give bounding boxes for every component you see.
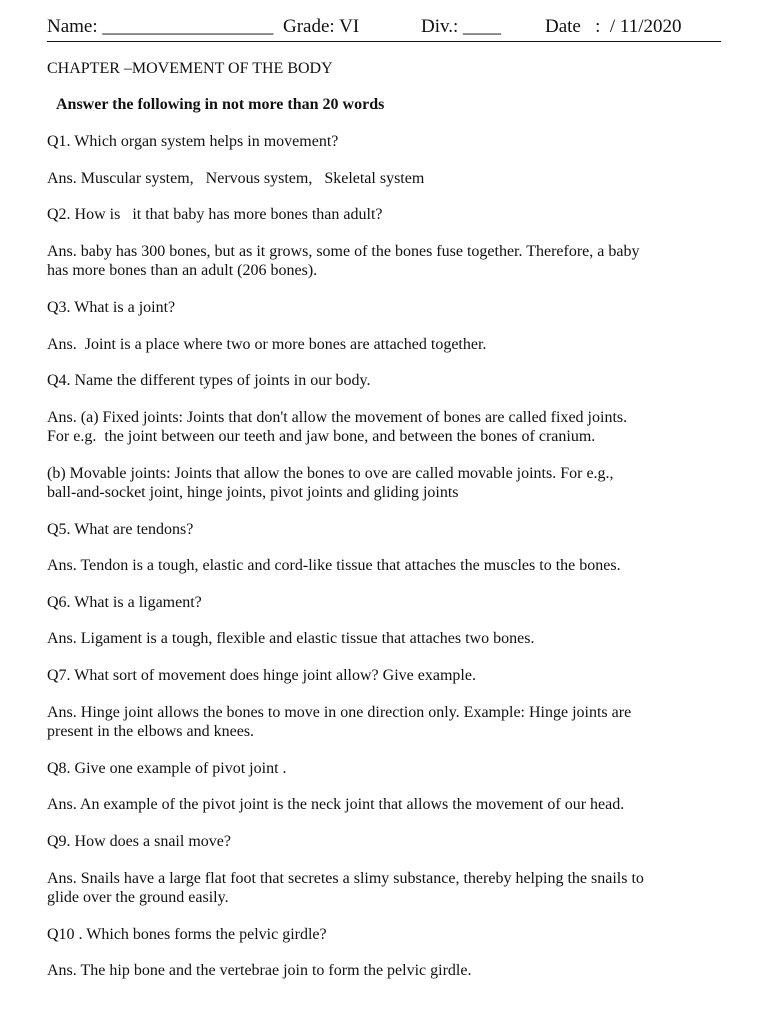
answer-5: Ans. Tendon is a tough, elastic and cord-like tissue that attaches the muscles to the bones. [47,557,621,574]
answer-7-line-2: present in the elbows and knees. [47,723,255,740]
division-field: Div.: ____ [421,16,502,37]
question-4: Q4. Name the different types of joints in our body. [47,372,371,389]
question-8: Q8. Give one example of pivot joint . [47,760,287,777]
date-field: Date : / 11/2020 [545,16,682,37]
answer-3: Ans. Joint is a place where two or more bones are attached together. [47,336,487,353]
answer-4a-line-2: For e.g. the joint between our teeth and jaw bone, and between the bones of cranium. [47,428,596,445]
answer-6: Ans. Ligament is a tough, flexible and elastic tissue that attaches two bones. [47,630,535,647]
question-3: Q3. What is a joint? [47,299,176,316]
answer-9-line-2: glide over the ground easily. [47,889,229,906]
answer-2-line-1: Ans. baby has 300 bones, but as it grows, some of the bones fuse together. Therefore, a baby [47,243,640,260]
answer-4b-line-2: ball-and-socket joint, hinge joints, pivot joints and gliding joints [47,484,459,501]
question-9: Q9. How does a snail move? [47,833,231,850]
question-1: Q1. Which organ system helps in movement? [47,133,339,150]
question-6: Q6. What is a ligament? [47,594,202,611]
answer-1: Ans. Muscular system, Nervous system, Skeletal system [47,170,425,187]
answer-10: Ans. The hip bone and the vertebrae join to form the pelvic girdle. [47,962,472,979]
question-5: Q5. What are tendons? [47,521,194,538]
worksheet-header [47,14,721,42]
chapter-title: CHAPTER –MOVEMENT OF THE BODY [47,60,333,77]
answer-9-line-1: Ans. Snails have a large flat foot that secretes a slimy substance, thereby helping the snails to [47,870,644,887]
answer-2-line-2: has more bones than an adult (206 bones). [47,262,318,279]
answer-4a-line-1: Ans. (a) Fixed joints: Joints that don't allow the movement of bones are called fixed joints. [47,409,628,426]
question-7: Q7. What sort of movement does hinge joint allow? Give example. [47,667,476,684]
name-field: Name: __________________ [47,16,274,37]
answer-8: Ans. An example of the pivot joint is the neck joint that allows the movement of our head. [47,796,625,813]
instruction-text: Answer the following in not more than 20 words [56,96,385,113]
question-10: Q10 . Which bones forms the pelvic girdle? [47,926,327,943]
answer-7-line-1: Ans. Hinge joint allows the bones to move in one direction only. Example: Hinge joints are [47,704,632,721]
answer-4b-line-1: (b) Movable joints: Joints that allow the bones to ove are called movable joints. For e.g., [47,465,614,482]
grade-field: Grade: VI [283,16,360,37]
question-2: Q2. How is it that baby has more bones than adult? [47,206,383,223]
